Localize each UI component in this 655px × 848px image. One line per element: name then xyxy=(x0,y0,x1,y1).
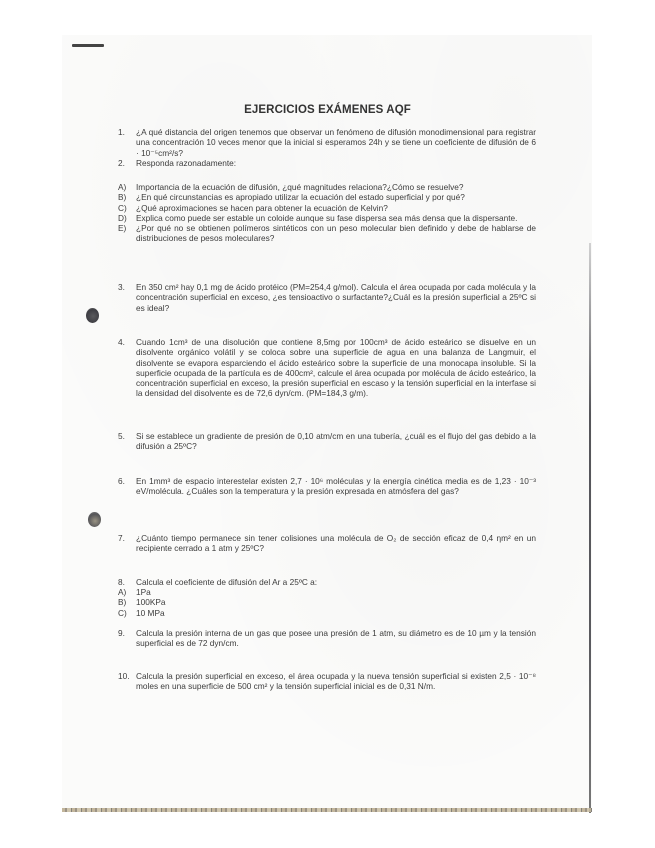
subitem-text: 100KPa xyxy=(136,597,166,608)
exercise-3 xyxy=(118,282,536,313)
subitem-label: B) xyxy=(118,597,127,608)
subitem-label: D) xyxy=(118,212,127,223)
exercise-number: 8. xyxy=(118,577,125,587)
page-edge-shadow xyxy=(589,243,591,813)
subitem-text: ¿Por qué no se obtienen polímeros sintéticos con un peso molecular bien definido y debe de hablarse de distribuciones de pesos moleculares? xyxy=(136,223,536,244)
subitem-label: A) xyxy=(118,182,127,192)
exercise-4 xyxy=(118,337,536,399)
exercise-number: 9. xyxy=(118,628,125,638)
subitem-a xyxy=(118,182,536,192)
exercise-2-subitems xyxy=(118,182,536,244)
subitem-text: ¿En qué circunstancias es apropiado utilizar la ecuación del estado superficial y por qué? xyxy=(136,192,465,203)
exercise-number: 5. xyxy=(118,431,125,441)
exercise-text: Cuando 1cm³ de una disolución que contiene 8,5mg por 100cm³ de ácido esteárico se disuelve en un disolvente orgánico volátil y se coloca sobre una superficie de agua en una balanza de Langmuir, el disolvente se evapora esparciendo el ácido esteárico sobre la superficie de una monocapa insoluble. Si la superficie ocupada de la partícula es de 400cm², calcule el área ocupada por molécula de ácido esteárico, la concentración superficial en exceso, la presión superficial en escaso y la tensión superficial en la interfase si la densidad del disolvente es de 72,6 dyn/cm. (PM=184,3 g/m). xyxy=(136,337,536,399)
subitem-b xyxy=(118,597,536,607)
exercise-text: Responda razonadamente: xyxy=(136,158,237,168)
exercise-number: 3. xyxy=(118,282,125,292)
pen-dash-mark xyxy=(72,44,104,47)
document-title: EJERCICIOS EXÁMENES AQF xyxy=(244,104,411,116)
exercise-5 xyxy=(118,431,536,452)
exercise-number: 10. xyxy=(118,671,130,681)
exercise-number: 4. xyxy=(118,337,125,347)
exercise-8 xyxy=(118,577,536,587)
subitem-label: A) xyxy=(118,587,127,597)
exercise-text: En 350 cm² hay 0,1 mg de ácido protéico (PM=254,4 g/mol). Calcula el área ocupada por cada molécula y la concentración superficial en exceso, ¿es tensioactivo o surfactante?¿Cuál es la presión superficial a 25ºC si es ideal? xyxy=(136,282,536,313)
subitem-c xyxy=(118,203,536,213)
subitem-label: C) xyxy=(118,607,127,618)
exercise-2 xyxy=(118,158,536,168)
subitem-c xyxy=(118,608,536,618)
exercise-9 xyxy=(118,628,536,649)
exercise-text: Calcula el coeficiente de difusión del Ar a 25ºC a: xyxy=(136,577,318,587)
exercise-text: Calcula la presión interna de un gas que posee una presión de 1 atm, su diámetro es de 10 µm y la tensión superficial es de 72 dyn/cm. xyxy=(136,628,536,649)
exercise-10 xyxy=(118,671,536,692)
exercise-text: En 1mm³ de espacio interestelar existen 2,7 · 10⁶ moléculas y la energía cinética media es de 1,23 · 10⁻³ eV/molécula. ¿Cuáles son la temperatura y la presión expresada en atmósfera del gas? xyxy=(136,476,536,497)
subitem-label: E) xyxy=(118,223,127,234)
punch-hole-icon xyxy=(88,512,101,527)
exercise-number: 6. xyxy=(118,476,125,486)
page-bottom-edge xyxy=(62,808,592,812)
punch-hole-icon xyxy=(86,308,99,323)
exercise-text: Si se establece un gradiente de presión de 0,10 atm/cm en una tubería, ¿cuál es el flujo del gas debido a la difusión a 25ºC? xyxy=(136,431,536,452)
subitem-label: C) xyxy=(118,202,127,213)
subitem-text: 1Pa xyxy=(136,587,151,597)
subitem-text: Importancia de la ecuación de difusión, ¿qué magnitudes relaciona?¿Cómo se resuelve? xyxy=(136,182,464,192)
exercise-number: 7. xyxy=(118,533,125,543)
subitem-label: B) xyxy=(118,192,127,203)
exercise-7 xyxy=(118,533,536,554)
exercise-1 xyxy=(118,127,536,158)
subitem-text: ¿Qué aproximaciones se hacen para obtener la ecuación de Kelvin? xyxy=(136,202,388,213)
exercise-8-subitems xyxy=(118,587,536,618)
subitem-e xyxy=(118,223,536,244)
subitem-text: Explica como puede ser estable un coloide aunque su fase dispersa sea más densa que la dispersante. xyxy=(136,212,518,223)
subitem-text: 10 MPa xyxy=(136,607,165,618)
exercise-number: 1. xyxy=(118,127,125,137)
exercise-6 xyxy=(118,476,536,497)
exercise-text: Calcula la presión superficial en exceso, el área ocupada y la nueva tensión superficial si existen 2,5 · 10⁻⁸ moles en una superficie de 500 cm² y la tensión superficial inicial es de 0,31 N/m. xyxy=(136,671,536,692)
exercise-number: 2. xyxy=(118,158,125,168)
exercise-text: ¿A qué distancia del origen tenemos que observar un fenómeno de difusión monodimensional para registrar una concentración 10 veces menor que la inicial si esperamos 24h y se tiene un coeficiente de difusión de 6 · 10⁻⁵cm²/s? xyxy=(136,127,536,158)
subitem-b xyxy=(118,192,536,202)
subitem-a xyxy=(118,587,536,597)
subitem-d xyxy=(118,213,536,223)
exercise-text: ¿Cuánto tiempo permanece sin tener colisiones una molécula de O₂ de sección eficaz de 0,4 ηm² en un recipiente cerrado a 1 atm y 25ºC? xyxy=(136,533,536,554)
